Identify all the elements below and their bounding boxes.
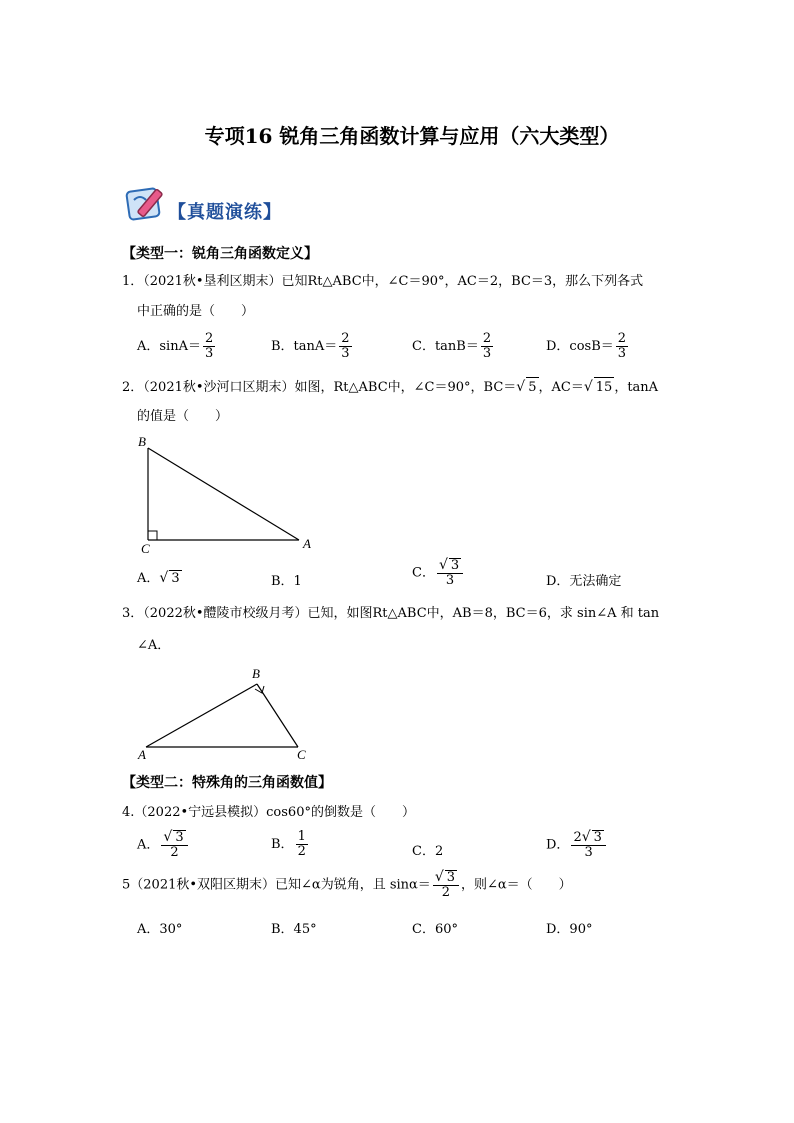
question-1-line-2: 中正确的是（ ） bbox=[137, 304, 255, 319]
section-title-2: 【类型二：特殊角的三角函数值】 bbox=[122, 775, 332, 791]
section-title-1: 【类型一：锐角三角函数定义】 bbox=[122, 246, 318, 262]
q2-label-b: B bbox=[138, 434, 146, 449]
q5-option-d: D．90° bbox=[546, 922, 593, 937]
q4-option-a: A． $\frac{√ 3}{2}$ bbox=[137, 830, 190, 860]
q2-label-c: C bbox=[141, 541, 150, 556]
q1-option-c: C．tanB＝ $\frac{2}{3}$ bbox=[412, 331, 492, 361]
q2-triangle-figure bbox=[135, 432, 325, 557]
q5-option-a: A．30° bbox=[137, 922, 183, 937]
question-2-line-1: 2．（2021秋•沙河口区期末）如图，Rt△ABC中，∠C＝90°，BC＝√ 5 ，AC＝√ 15 ，tanA bbox=[122, 377, 658, 398]
page-title: 专项16 锐角三角函数计算与应用（六大类型） bbox=[204, 124, 620, 148]
q2-option-b: B．1 bbox=[271, 574, 302, 589]
q2-option-a: A．√ 3 bbox=[137, 570, 180, 586]
q3-label-b: B bbox=[252, 666, 260, 681]
q1-option-d: D．cosB＝ $\frac{2}{3}$ bbox=[546, 331, 627, 361]
q5-option-b: B．45° bbox=[271, 922, 317, 937]
q1-option-a: A．sinA＝ $\frac{2}{3}$ bbox=[137, 331, 214, 361]
q2-label-a: A bbox=[303, 536, 311, 551]
question-3-line-2: ∠A． bbox=[137, 638, 171, 653]
question-5-line-1: 5（2021秋•双阳区期末）已知∠α为锐角，且 sinα＝ $\frac{√ 3}{2}$ ，则∠α＝（ ） bbox=[122, 869, 572, 900]
question-1-line-1: 1．（2021秋•垦利区期末）已知Rt△ABC中，∠C＝90°，AC＝2，BC＝3，那么下列各式 bbox=[122, 274, 644, 289]
q3-label-a: A bbox=[138, 747, 146, 762]
q3-triangle-figure bbox=[135, 664, 315, 764]
q3-label-c: C bbox=[297, 747, 306, 762]
question-2-line-2: 的值是（ ） bbox=[137, 409, 229, 424]
q1-option-b: B．tanA＝ $\frac{2}{3}$ bbox=[271, 331, 350, 361]
badge-title: 【真题演练】 bbox=[168, 202, 282, 223]
q2-option-c: C． $\frac{√ 3}{3}$ bbox=[412, 558, 465, 588]
question-3-line-1: 3．（2022秋•醴陵市校级月考）已知，如图Rt△ABC中，AB＝8，BC＝6，求 sin∠A 和 tan bbox=[122, 606, 660, 621]
q5-option-c: C．60° bbox=[412, 922, 458, 937]
q4-option-c: C．2 bbox=[412, 844, 444, 859]
pencil-paper-icon bbox=[124, 184, 170, 228]
q4-option-b: B． $\frac{1}{2}$ bbox=[271, 829, 306, 859]
q4-option-d: D． $\frac{2√ 3}{3}$ bbox=[546, 830, 608, 860]
q2-option-d: D．无法确定 bbox=[546, 574, 622, 589]
question-4-line-1: 4.（2022•宁远县模拟）cos60°的倒数是（ ） bbox=[122, 805, 415, 820]
